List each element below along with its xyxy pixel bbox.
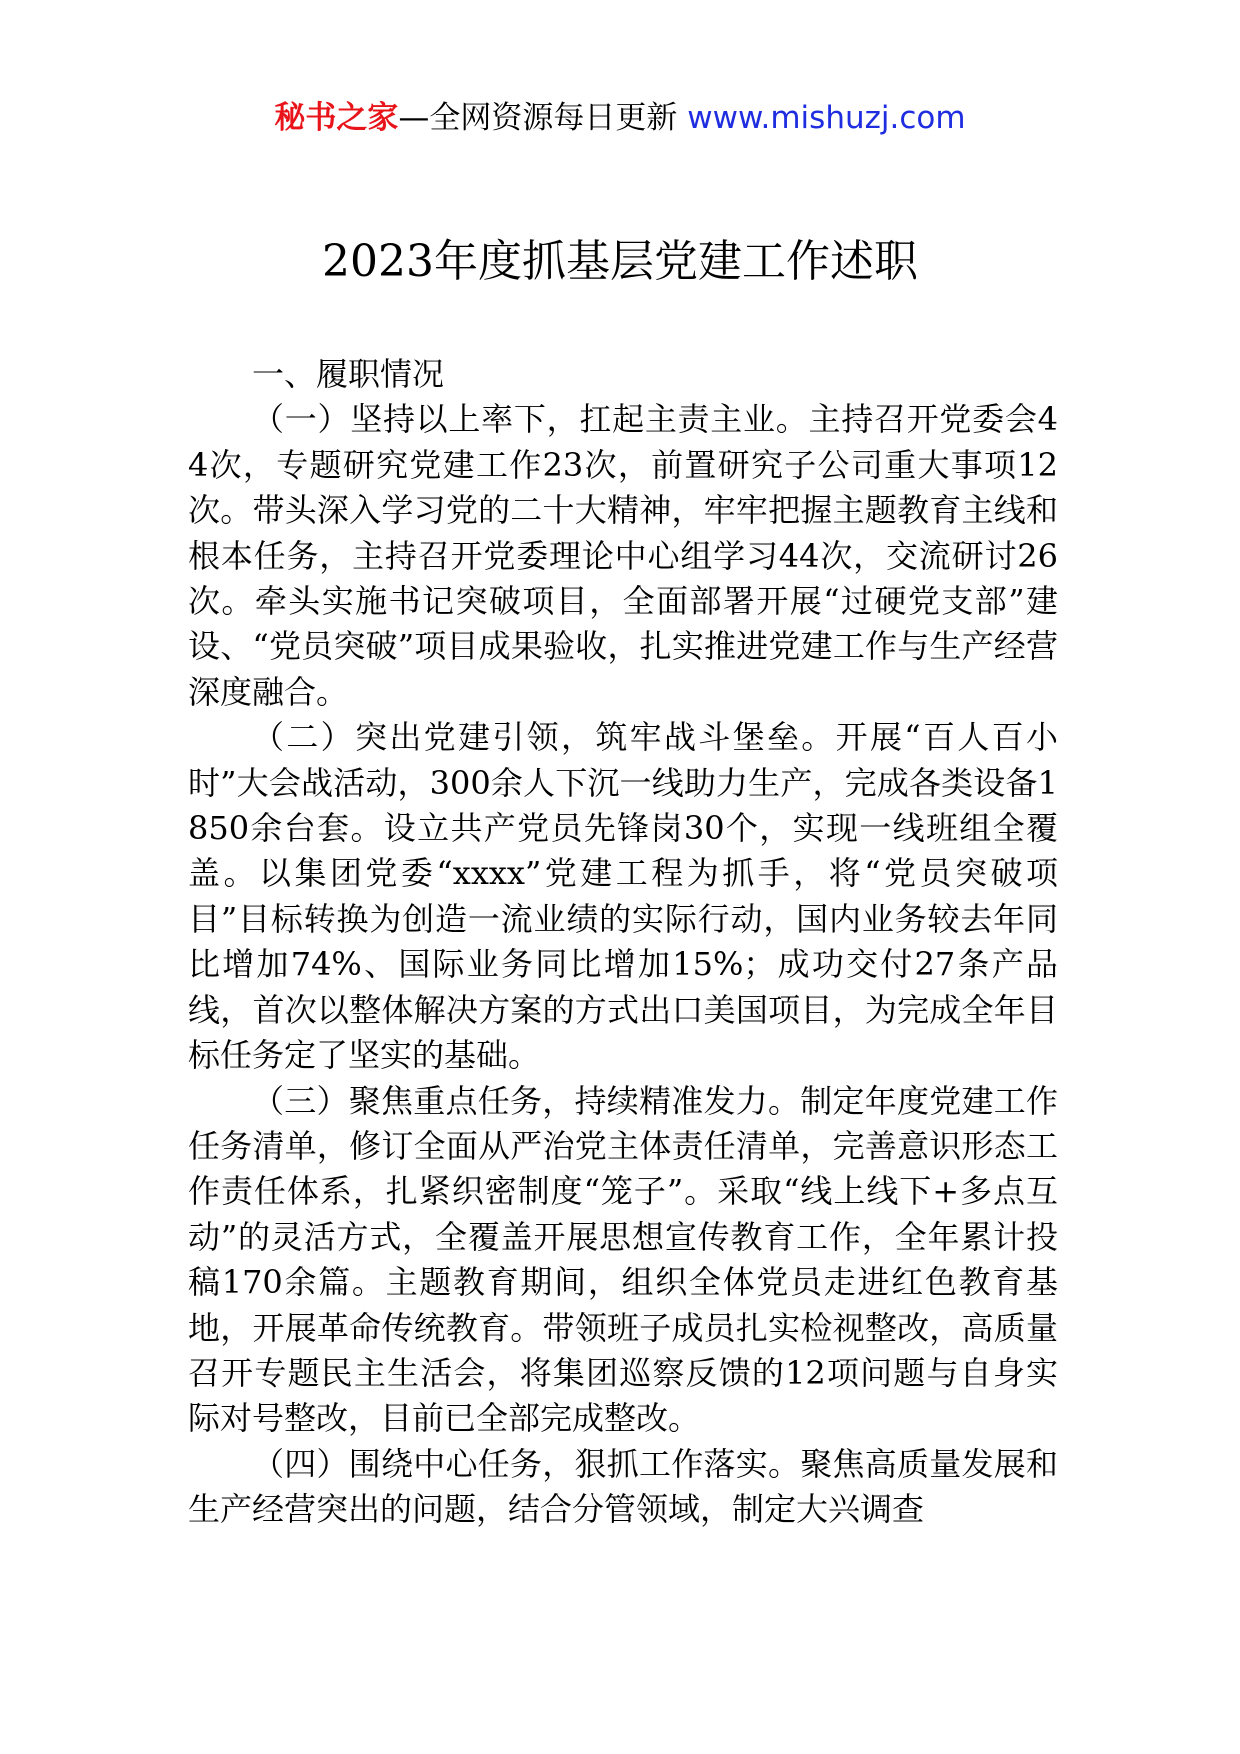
paragraph-2: （二）突出党建引领，筑牢战斗堡垒。开展“百人百小时”大会战活动，300余人下沉一线助力生产，完成各类设备1850余台套。设立共产党员先锋岗30个，实现一线班组全覆盖。以集团党委“xxxx”党建工程为抓手，将“党员突破项目”目标转换为创造一流业绩的实际行动，国内业务较去年同比增加74%、国际业务同比增加15%；成功交付27条产品线，首次以整体解决方案的方式出口美国项目，为完成全年目标任务定了坚实的基础。 xyxy=(188,718,1058,1075)
paragraph-3: （三）聚焦重点任务，持续精准发力。制定年度党建工作任务清单，修订全面从严治党主体责任清单，完善意识形态工作责任体系，扎紧织密制度“笼子”。采取“线上线下+多点互动”的灵活方式，全覆盖开展思想宣传教育工作，全年累计投稿170余篇。主题教育期间，组织全体党员走进红色教育基地，开展革命传统教育。带领班子成员扎实检视整改，高质量召开专题民主生活会，将集团巡察反馈的12项问题与自身实际对号整改，目前已全部完成整改。 xyxy=(188,1081,1058,1438)
brand-name: 秘书之家 xyxy=(274,100,399,136)
site-header xyxy=(0,98,1240,138)
section-heading: 一、履职情况 xyxy=(252,355,445,393)
header-tagline: —全网资源每日更新 xyxy=(398,100,688,136)
document-body xyxy=(188,352,1058,1533)
paragraph-4: （四）围绕中心任务，狠抓工作落实。聚焦高质量发展和生产经营突出的问题，结合分管领域，制定大兴调查 xyxy=(188,1444,1058,1529)
site-url-link[interactable]: www.mishuzj.com xyxy=(687,100,966,136)
document-title: 2023年度抓基层党建工作述职 xyxy=(322,236,918,287)
paragraph-1: （一）坚持以上率下，扛起主责主业。主持召开党委会44次，专题研究党建工作23次，前置研究子公司重大事项12次。带头深入学习党的二十大精神，牢牢把握主题教育主线和根本任务，主持召开党委理论中心组学习44次，交流研讨26次。牵头实施书记突破项目，全面部署开展“过硬党支部”建设、“党员突破”项目成果验收，扎实推进党建工作与生产经营深度融合。 xyxy=(188,400,1058,711)
